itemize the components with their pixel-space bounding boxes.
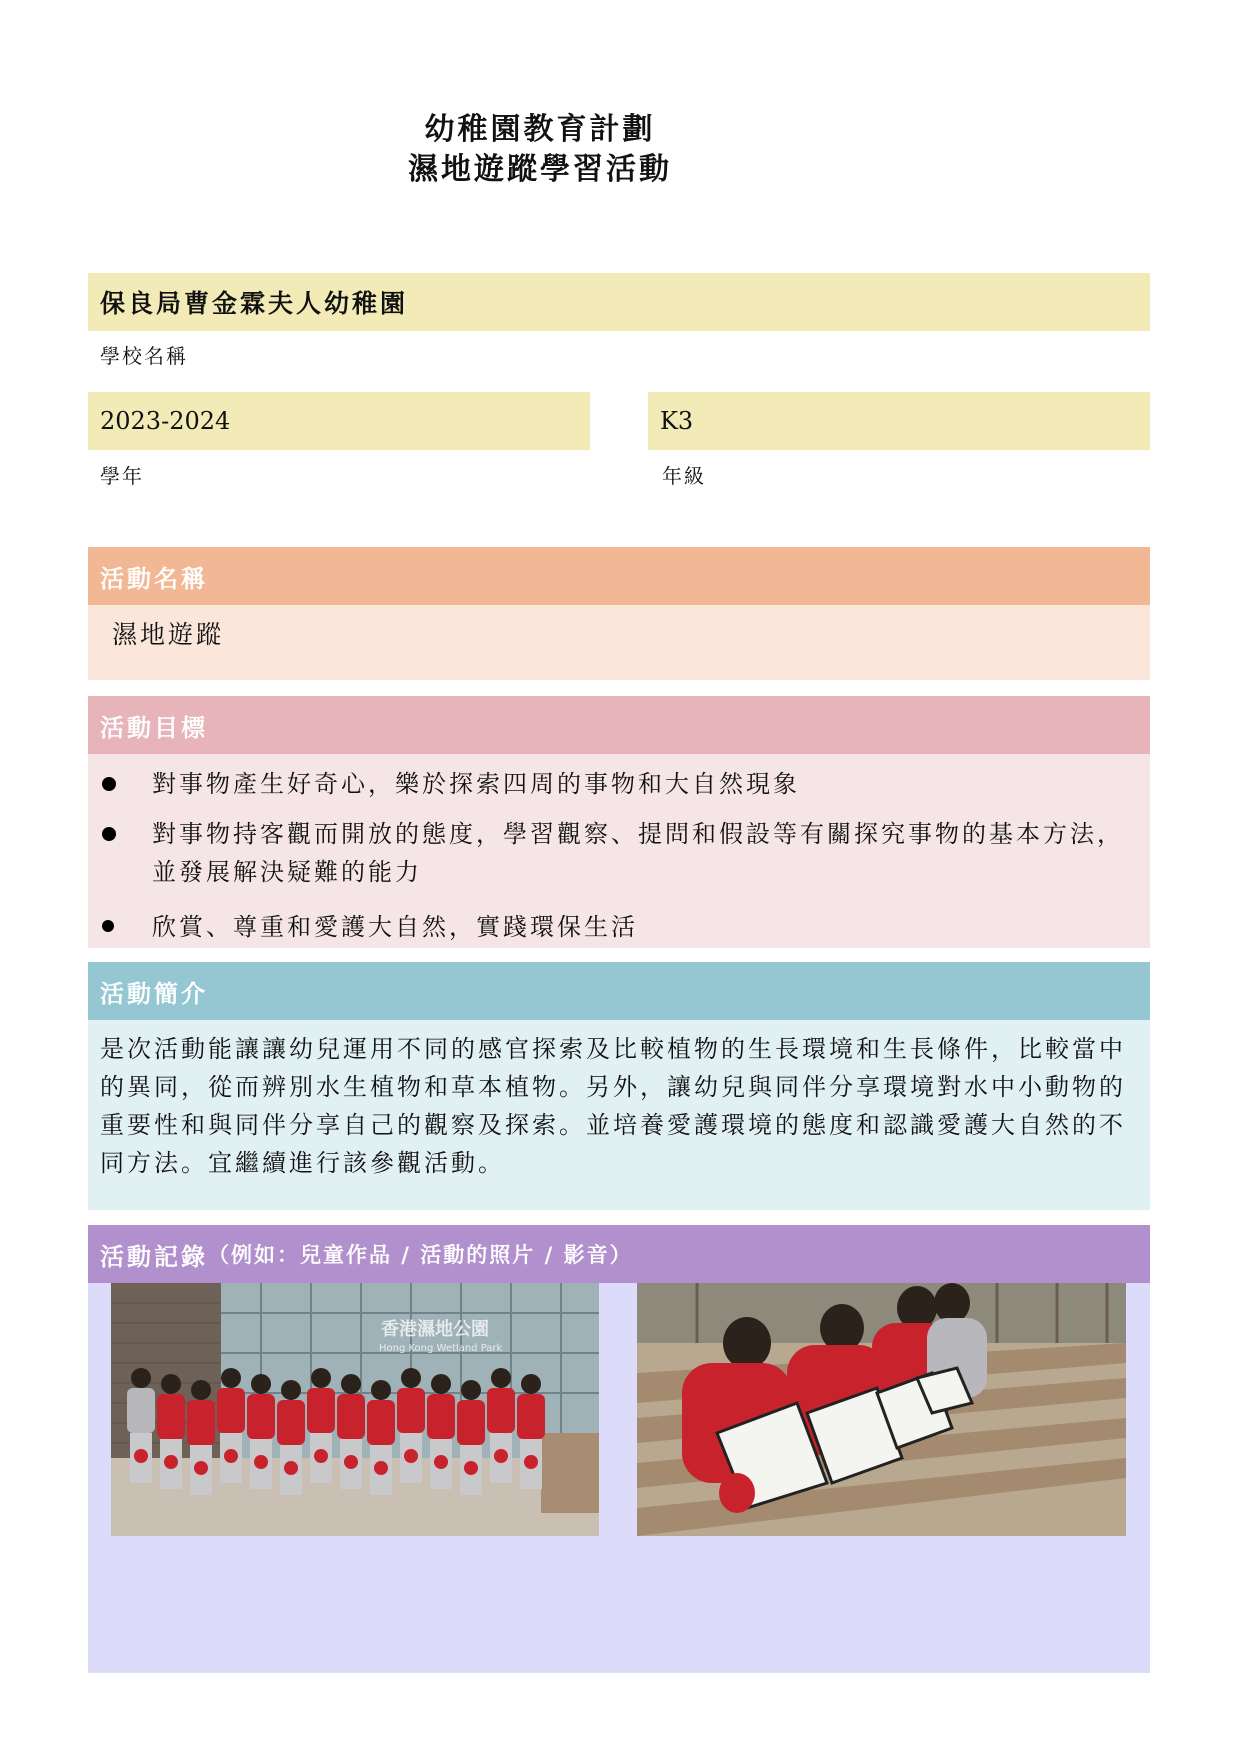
activity-name-heading — [88, 547, 1150, 605]
page-title-line1: 幼稚園教育計劃 — [424, 112, 656, 147]
goals-heading — [88, 696, 1150, 754]
goal-text-3: 欣賞、尊重和愛護大自然，實踐環保生活 — [152, 913, 638, 941]
intro-heading — [88, 962, 1150, 1020]
school-year-field — [88, 392, 590, 450]
grade: K3 — [660, 407, 694, 435]
goals-heading-text: 活動目標 — [100, 712, 208, 742]
bullet-icon — [102, 777, 116, 791]
school-year: 2023-2024 — [100, 407, 231, 435]
park-sign-text-en: Hong Kong Wetland Park — [379, 1343, 503, 1354]
records-heading-note: （例如：兒童作品 / 活動的照片 / 影音） — [208, 1242, 633, 1267]
intro-text: 是次活動能讓讓幼兒運用不同的感官探索及比較植物的生長環境和生長條件，比較當中的異同，從而辨別水生植物和草本植物。另外，讓幼兒與同伴分享環境對水中小動物的重要性和與同伴分享自己的觀察及探索。並培養愛護環境的態度和認識愛護大自然的不同方法。宜繼續進行該參觀活動。 — [100, 1035, 1126, 1177]
intro-body — [88, 1020, 1150, 1210]
grade-label: 年級 — [662, 464, 706, 488]
school-name-field — [88, 273, 1150, 331]
group-photo — [111, 1283, 599, 1536]
bullet-icon — [102, 827, 116, 841]
goals-body — [88, 754, 1150, 948]
goal-text-2: 對事物持客觀而開放的態度，學習觀察、提問和假設等有關探究事物的基本方法， 並發展解決疑難的能力 — [152, 820, 1139, 886]
drawing-photo — [637, 1283, 1126, 1536]
activity-name-body — [88, 605, 1150, 680]
group-photo-image — [111, 1283, 599, 1536]
goal-text-1: 對事物產生好奇心，樂於探索四周的事物和大自然現象 — [152, 770, 800, 798]
records-body — [88, 1283, 1150, 1673]
park-sign-text: 香港濕地公園 — [381, 1319, 489, 1340]
activity-name-heading-text: 活動名稱 — [100, 563, 208, 593]
school-name-label: 學校名稱 — [100, 344, 188, 368]
records-heading-text: 活動記錄 — [100, 1241, 208, 1271]
page-title-line2: 濕地遊蹤學習活動 — [408, 152, 672, 187]
records-heading — [88, 1225, 1150, 1283]
grade-field — [648, 392, 1150, 450]
bullet-icon — [102, 920, 114, 932]
activity-name-value: 濕地遊蹤 — [112, 620, 225, 649]
intro-heading-text: 活動簡介 — [100, 978, 208, 1008]
drawing-photo-image — [637, 1283, 1126, 1536]
school-year-label: 學年 — [100, 464, 144, 488]
school-name: 保良局曹金霖夫人幼稚園 — [100, 289, 409, 318]
